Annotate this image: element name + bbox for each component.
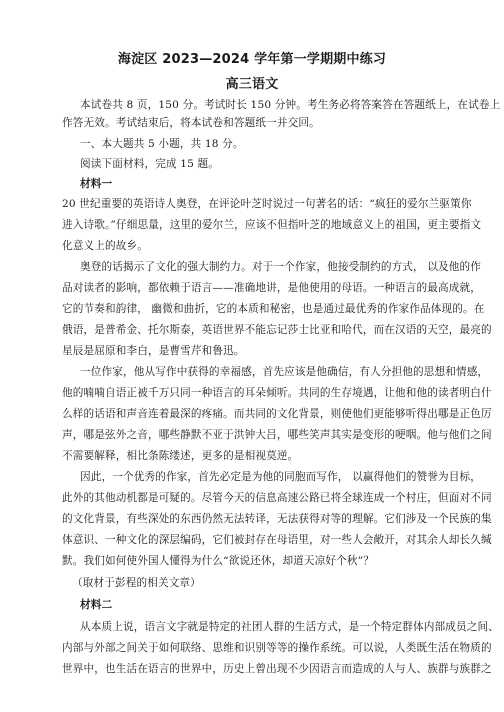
paragraph-line: 的文化背景，有些深处的东西仍然无法转译，无法获得对等的理解。它们涉及一个民族的集 <box>62 513 492 525</box>
paragraph-line: 它的节奏和韵律， 幽微和曲折，它的本质和秘密，也是通过最优秀的作家作品体现的。在 <box>62 303 485 315</box>
paragraph-line: 从本质上说，语言文字就是特定的社团人群的生活方式，是一个特定群体内部成员之间、 <box>80 621 500 633</box>
paragraph-line: 进入诗歌。”仔细思量，这里的爱尔兰，应该不但指叶芝的地域意义上的祖国，更主要指文 <box>62 219 482 231</box>
paragraph-line: 奥登的话揭示了文化的强大制约力。对于一个作家，他接受制约的方式， 以及他的作 <box>80 261 482 273</box>
paragraph-line: 体意识、一种文化的深层编码，它们被封存在母语里，对一些人会敞开，对其余人却长久缄 <box>62 534 492 546</box>
source-note: （取材于彭程的相关文章） <box>72 577 201 589</box>
paragraph-line: 化意义上的故乡。 <box>62 240 148 252</box>
paragraph-line: 品对读者的影响，都依赖于语言——准确地讲，是他使用的母语。一种语言的最高成就， <box>62 282 482 294</box>
paragraph-line: 一位作家，他从写作中获得的幸福感，首先应该是他确信，有人分担他的思想和情感， <box>80 366 489 378</box>
paragraph-line: 此外的其他动机都是可疑的。尽管今天的信息高速公路已将全球连成一个村庄，但面对不同 <box>62 492 492 504</box>
paragraph-line: 俄语，是普希金、托尔斯泰，英语世界不能忘记莎士比亚和哈代，而在汉语的天空，最亮的 <box>62 324 492 336</box>
exam-title: 海淀区 2023—2024 学年第一学期期中练习 <box>117 52 387 67</box>
paragraph-line: 内部与外部之间关于如何联络、思维和识别等等的操作系统。可以说，人类既生活在物质的 <box>62 642 492 654</box>
paragraph-line: 么样的话语和声音连着最深的疼痛。而共同的文化背景，则使他们更能够听得出哪是正色厉 <box>62 408 492 420</box>
paragraph-line: 声，哪是弦外之音，哪些静默不亚于洪钟大吕，哪些笑声其实是变形的哽咽。他与他们之间 <box>62 429 492 441</box>
intro-line: 作答无效。考试结束后，将本试卷和答题纸一并交回。 <box>62 117 320 129</box>
instruction-line: 阅读下面材料，完成 15 题。 <box>80 158 219 170</box>
section-heading: 一、本大题共 5 小题，共 18 分。 <box>80 138 244 150</box>
paragraph-line: 默。我们如何使外国人懂得为什么“欲说还休，却道天凉好个秋”？ <box>62 555 374 567</box>
paragraph-line: 20 世纪重要的英语诗人奥登，在评论叶芝时说过一句著名的话：“疯狂的爱尔兰驱策你 <box>62 198 472 210</box>
intro-line: 本试卷共 8 页，150 分。考试时长 150 分钟。考生务必将答案答在答题纸上，在试卷上 <box>80 99 501 111</box>
paragraph-line: 不需要解释，相比条陈缕述，更多的是相视莫逆。 <box>62 450 299 462</box>
paragraph-line: 世界中，也生活在语言的世界中，历史上曾出现不少因语言而造成的人与人、族群与族群之 <box>62 663 492 675</box>
material-heading: 材料一 <box>80 178 113 190</box>
material-heading: 材料二 <box>80 599 113 611</box>
paragraph-line: 因此，一个优秀的作家，首先必定是为他的同胞而写作， 以赢得他们的赞誉为目标， <box>80 471 482 483</box>
paragraph-line: 他的喃喃自语正被千万只同一种语言的耳朵倾听。共同的生存境遇，让他和他的读者明白什 <box>62 387 492 399</box>
paragraph-line: 星辰是屈原和李白，是曹雪芹和鲁迅。 <box>62 345 245 357</box>
exam-subtitle: 高三语文 <box>225 77 279 92</box>
